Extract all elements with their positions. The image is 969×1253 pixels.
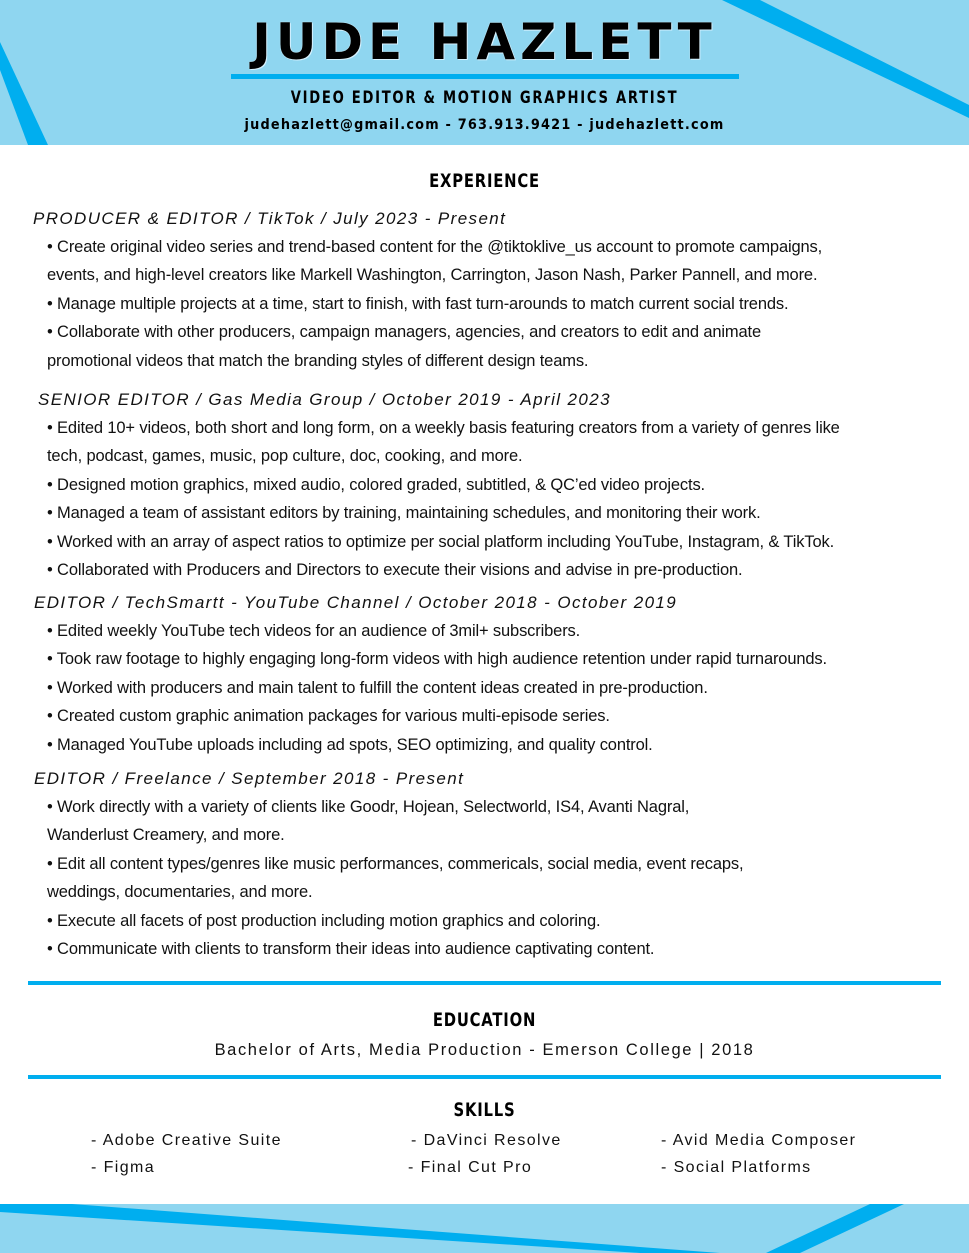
section-divider: [28, 981, 941, 985]
job-line: • Managed YouTube uploads including ad spots, SEO optimizing, and quality control.: [47, 736, 653, 754]
job-line: • Collaborate with other producers, campaign managers, agencies, and creators to edit and animate: [47, 323, 761, 341]
header-banner: [0, 0, 969, 145]
skill-item: - Social Platforms: [661, 1159, 812, 1176]
job-line: • Worked with an array of aspect ratios to optimize per social platform including YouTube, Instagram, & TikTok.: [47, 533, 835, 551]
job-line: tech, podcast, games, music, pop culture, doc, cooking, and more.: [47, 447, 523, 465]
skill-item: - Adobe Creative Suite: [91, 1132, 282, 1149]
footer-banner: [0, 1204, 969, 1253]
contact-line: judehazlett@gmail.com - 763.913.9421 - judehazlett.com: [244, 117, 725, 133]
job-line: • Edited weekly YouTube tech videos for an audience of 3mil+ subscribers.: [47, 622, 581, 640]
section-divider: [28, 1075, 941, 1079]
job-line: • Manage multiple projects at a time, start to finish, with fast turn-arounds to match current social trends.: [47, 295, 789, 313]
candidate-name: JUDE HAZLETT: [252, 13, 717, 71]
job-line: • Communicate with clients to transform their ideas into audience captivating content.: [47, 940, 655, 958]
decorative-stripes: [0, 1204, 969, 1253]
job-line: • Worked with producers and main talent to fulfill the content ideas created in pre-production.: [47, 679, 708, 697]
job-line: • Collaborated with Producers and Directors to execute their visions and advise in pre-production.: [47, 561, 743, 579]
job-line: • Took raw footage to highly engaging long-form videos with high audience retention under rapid turnarounds.: [47, 650, 827, 668]
job-title: SENIOR EDITOR / Gas Media Group / October 2019 - April 2023: [38, 390, 611, 409]
job-title: PRODUCER & EDITOR / TikTok / July 2023 - Present: [33, 209, 507, 228]
job-headline: VIDEO EDITOR & MOTION GRAPHICS ARTIST: [290, 88, 679, 108]
skill-item: - DaVinci Resolve: [411, 1132, 562, 1149]
job-line: promotional videos that match the branding styles of different design teams.: [47, 352, 589, 370]
job-line: weddings, documentaries, and more.: [47, 883, 313, 901]
job-line: • Execute all facets of post production including motion graphics and coloring.: [47, 912, 601, 930]
job-line: events, and high-level creators like Markell Washington, Carrington, Jason Nash, Parker Pannell, and more.: [47, 266, 818, 284]
name-underline: [231, 74, 739, 79]
job-line: • Work directly with a variety of clients like Goodr, Hojean, Selectworld, IS4, Avanti Nagral,: [47, 798, 690, 816]
job-line: • Managed a team of assistant editors by training, maintaining schedules, and monitoring their work.: [47, 504, 761, 522]
skills-heading: SKILLS: [453, 1099, 516, 1121]
skill-item: - Figma: [91, 1159, 156, 1176]
skill-item: - Avid Media Composer: [661, 1132, 857, 1149]
job-title: EDITOR / TechSmartt - YouTube Channel / October 2018 - October 2019: [34, 593, 678, 612]
job-line: • Created custom graphic animation packages for various multi-episode series.: [47, 707, 610, 725]
education-entry: Bachelor of Arts, Media Production - Emerson College | 2018: [214, 1041, 755, 1059]
job-line: • Designed motion graphics, mixed audio, colored graded, subtitled, & QC’ed video projects.: [47, 476, 705, 494]
job-line: Wanderlust Creamery, and more.: [47, 826, 285, 844]
job-line: • Edit all content types/genres like music performances, commericals, social media, event recaps,: [47, 855, 744, 873]
job-title: EDITOR / Freelance / September 2018 - Present: [34, 769, 465, 788]
education-heading: EDUCATION: [432, 1009, 537, 1031]
skill-item: - Final Cut Pro: [408, 1159, 533, 1176]
job-line: • Edited 10+ videos, both short and long form, on a weekly basis featuring creators from a variety of genres like: [47, 419, 840, 437]
job-line: • Create original video series and trend-based content for the @tiktoklive_us account to promote campaigns,: [47, 238, 823, 256]
experience-heading: EXPERIENCE: [429, 170, 540, 192]
